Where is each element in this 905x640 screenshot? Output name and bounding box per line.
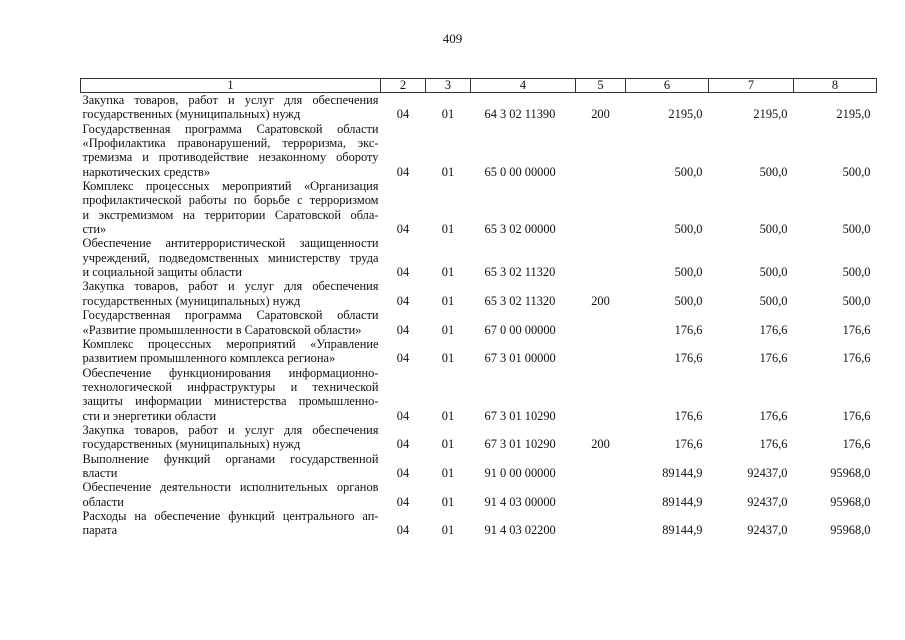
description-line: технологической инфраструктуры и технической: [82, 379, 379, 394]
header-col-6: 6: [626, 79, 709, 93]
amount-year-1: 500,0: [674, 222, 703, 237]
description-line: «Профилактика правонарушений, терроризма, экс-: [82, 136, 379, 151]
description-line: сти»: [82, 222, 107, 237]
row-description: [81, 236, 381, 279]
target-article: 65 3 02 11320: [484, 265, 556, 280]
target-article: 65 3 02 11320: [484, 293, 556, 308]
header-col-7: 7: [709, 79, 794, 93]
description-line: Закупка товаров, работ и услуг для обеспечения: [82, 279, 379, 294]
amount-year-2: 92437,0: [747, 465, 788, 480]
subsection: 01: [441, 293, 455, 308]
target-article: 67 0 00 00000: [484, 322, 556, 337]
expense-type: [576, 308, 626, 337]
amount-year-2: 176,6: [759, 322, 788, 337]
subsection: 01: [441, 437, 455, 452]
description-line: «Развитие промышленности в Саратовской области»: [82, 322, 362, 337]
section: 04: [396, 222, 410, 237]
table-row: [81, 308, 877, 337]
expense-type: 200: [591, 107, 610, 122]
row-description: [81, 366, 381, 423]
row-description: [81, 308, 381, 337]
table-row: [81, 480, 877, 509]
amount-year-2: 176,6: [759, 351, 788, 366]
expense-type: [576, 122, 626, 179]
expense-type: [576, 337, 626, 366]
table-row: [81, 509, 877, 538]
section: 04: [396, 293, 410, 308]
subsection: 01: [441, 164, 455, 179]
table-row: [81, 423, 877, 452]
amount-year-1: 176,6: [674, 437, 703, 452]
table-row: [81, 337, 877, 366]
table-row: [81, 93, 877, 122]
expense-type: [576, 366, 626, 423]
description-line: государственных (муниципальных) нужд: [82, 437, 301, 452]
row-description: [81, 122, 381, 179]
header-col-3: 3: [426, 79, 471, 93]
description-line: Закупка товаров, работ и услуг для обеспечения: [82, 422, 379, 437]
amount-year-2: 176,6: [759, 437, 788, 452]
amount-year-3: 500,0: [842, 265, 871, 280]
description-line: развитием промышленного комплекса региона»: [82, 351, 336, 366]
target-article: 91 4 03 02200: [484, 523, 556, 538]
target-article: 67 3 01 10290: [484, 408, 556, 423]
section: 04: [396, 408, 410, 423]
row-description: [81, 179, 381, 236]
amount-year-2: 500,0: [759, 293, 788, 308]
row-description: [81, 279, 381, 308]
amount-year-3: 95968,0: [830, 523, 871, 538]
section: 04: [396, 494, 410, 509]
section: 04: [396, 465, 410, 480]
table-row: [81, 366, 877, 423]
subsection: 01: [441, 494, 455, 509]
page-number: 409: [442, 31, 463, 46]
expense-type: [576, 509, 626, 538]
expense-type: [576, 179, 626, 236]
header-col-4: 4: [471, 79, 576, 93]
amount-year-3: 176,6: [842, 408, 871, 423]
table-row: [81, 179, 877, 236]
target-article: 65 0 00 00000: [484, 164, 556, 179]
amount-year-1: 176,6: [674, 322, 703, 337]
header-col-2: 2: [381, 79, 426, 93]
row-description: [81, 480, 381, 509]
section: 04: [396, 523, 410, 538]
amount-year-1: 89144,9: [662, 523, 703, 538]
header-col-1: 1: [81, 79, 381, 93]
expense-type: 200: [591, 437, 610, 452]
expense-type: [576, 236, 626, 279]
description-line: профилактической работы по борьбе с терроризмом: [82, 193, 379, 208]
description-line: Комплекс процессных мероприятий «Организация: [82, 179, 379, 194]
description-line: Обеспечение антитеррористической защищенности: [82, 236, 379, 251]
description-line: и экстремизмом на территории Саратовской обла-: [82, 207, 379, 222]
row-description: [81, 509, 381, 538]
amount-year-3: 2195,0: [836, 107, 871, 122]
amount-year-2: 2195,0: [753, 107, 788, 122]
description-line: государственных (муниципальных) нужд: [82, 107, 301, 122]
amount-year-3: 95968,0: [830, 465, 871, 480]
amount-year-2: 500,0: [759, 164, 788, 179]
amount-year-1: 500,0: [674, 265, 703, 280]
amount-year-1: 2195,0: [668, 107, 703, 122]
amount-year-3: 500,0: [842, 222, 871, 237]
amount-year-3: 500,0: [842, 293, 871, 308]
description-line: Расходы на обеспечение функций центрального ап-: [82, 508, 379, 523]
description-line: парата: [82, 523, 118, 538]
description-line: области: [82, 494, 124, 509]
target-article: 65 3 02 00000: [484, 222, 556, 237]
table-row: [81, 279, 877, 308]
subsection: 01: [441, 351, 455, 366]
budget-table: [80, 78, 877, 538]
description-line: учреждений, подведомственных министерству труда: [82, 250, 379, 265]
description-line: наркотических средств»: [82, 164, 211, 179]
description-line: Комплекс процессных мероприятий «Управление: [82, 336, 379, 351]
expense-type: [576, 452, 626, 481]
amount-year-2: 92437,0: [747, 494, 788, 509]
amount-year-1: 176,6: [674, 351, 703, 366]
description-line: защиты информации министерства промышленно-: [82, 394, 379, 409]
amount-year-3: 176,6: [842, 322, 871, 337]
subsection: 01: [441, 107, 455, 122]
description-line: сти и энергетики области: [82, 408, 217, 423]
subsection: 01: [441, 322, 455, 337]
target-article: 67 3 01 00000: [484, 351, 556, 366]
section: 04: [396, 164, 410, 179]
amount-year-1: 500,0: [674, 293, 703, 308]
target-article: 91 4 03 00000: [484, 494, 556, 509]
amount-year-3: 176,6: [842, 437, 871, 452]
description-line: Государственная программа Саратовской области: [82, 308, 379, 323]
table-row: [81, 236, 877, 279]
table-row: [81, 452, 877, 481]
subsection: 01: [441, 408, 455, 423]
description-line: Государственная программа Саратовской области: [82, 121, 379, 136]
header-col-5: 5: [576, 79, 626, 93]
table-row: [81, 122, 877, 179]
description-line: Обеспечение функционирования информационно-: [82, 365, 379, 380]
target-article: 91 0 00 00000: [484, 465, 556, 480]
row-description: [81, 423, 381, 452]
description-line: Обеспечение деятельности исполнительных органов: [82, 480, 379, 495]
amount-year-2: 500,0: [759, 222, 788, 237]
section: 04: [396, 107, 410, 122]
expense-type: 200: [591, 293, 610, 308]
amount-year-3: 176,6: [842, 351, 871, 366]
description-line: Закупка товаров, работ и услуг для обеспечения: [82, 93, 379, 107]
description-line: власти: [82, 465, 118, 480]
target-article: 67 3 01 10290: [484, 437, 556, 452]
target-article: 64 3 02 11390: [484, 107, 556, 122]
amount-year-3: 95968,0: [830, 494, 871, 509]
expense-type: [576, 480, 626, 509]
amount-year-3: 500,0: [842, 164, 871, 179]
subsection: 01: [441, 523, 455, 538]
subsection: 01: [441, 222, 455, 237]
description-line: и социальной защиты области: [82, 265, 243, 280]
amount-year-2: 92437,0: [747, 523, 788, 538]
row-description: [81, 93, 381, 122]
header-col-8: 8: [794, 79, 877, 93]
subsection: 01: [441, 265, 455, 280]
amount-year-1: 89144,9: [662, 465, 703, 480]
amount-year-2: 176,6: [759, 408, 788, 423]
amount-year-2: 500,0: [759, 265, 788, 280]
section: 04: [396, 265, 410, 280]
header-row: [81, 79, 877, 93]
section: 04: [396, 437, 410, 452]
row-description: [81, 337, 381, 366]
amount-year-1: 176,6: [674, 408, 703, 423]
row-description: [81, 452, 381, 481]
section: 04: [396, 322, 410, 337]
subsection: 01: [441, 465, 455, 480]
amount-year-1: 89144,9: [662, 494, 703, 509]
amount-year-1: 500,0: [674, 164, 703, 179]
description-line: Выполнение функций органами государственной: [82, 451, 379, 466]
section: 04: [396, 351, 410, 366]
description-line: государственных (муниципальных) нужд: [82, 293, 301, 308]
description-line: тремизма и противодействие незаконному обороту: [82, 150, 379, 165]
